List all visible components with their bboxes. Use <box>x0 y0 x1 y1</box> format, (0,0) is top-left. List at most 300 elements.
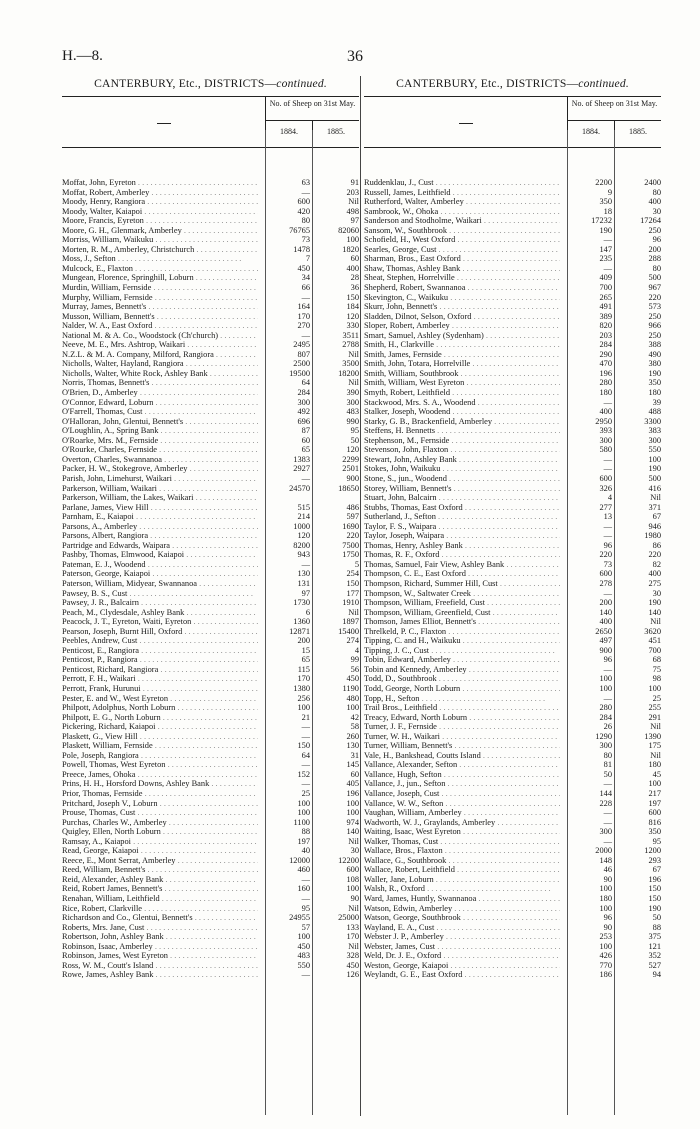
sheep-1885: 180 <box>648 760 661 770</box>
owner-name: Thomson, James Elliot, Bennett's . . . <box>364 617 560 627</box>
sheep-1885: 67 <box>652 512 661 522</box>
year-1884-header: 1884. <box>266 121 313 147</box>
sheep-1884: 12000 <box>289 855 310 865</box>
sheep-1884: 278 <box>599 578 612 588</box>
sheep-1884: — <box>603 454 612 464</box>
owner-name: O'Loughlin, A., Spring Bank . . . <box>62 426 258 436</box>
owner-name: Stevenson, John, Flaxton . . . <box>364 445 560 455</box>
sheep-1884: 90 <box>603 874 612 884</box>
table-row <box>62 331 359 341</box>
owner-name: Moffat, John, Eyreton . . . <box>62 178 258 188</box>
sheep-1885: Nil <box>348 836 359 846</box>
sheep-1885: Nil <box>348 378 359 388</box>
column-rule <box>265 130 266 1115</box>
sheep-1884: 400 <box>599 407 612 417</box>
table-row <box>62 856 359 866</box>
sheep-1884: 450 <box>297 941 310 951</box>
sheep-1885: 150 <box>346 292 359 302</box>
owner-name: Pole, Joseph, Rangiora . . . <box>62 751 258 761</box>
owner-name: Morriss, William, Waikuku . . . <box>62 235 258 245</box>
owner-name: O'Brien, D., Amberley . . . <box>62 388 258 398</box>
sheep-1884: 26 <box>603 722 612 732</box>
sheep-1885: 2299 <box>342 454 359 464</box>
sheep-1884: 147 <box>599 244 612 254</box>
table-row <box>364 426 661 436</box>
sheep-1884: 253 <box>599 932 612 942</box>
sheep-1885: 91 <box>350 178 359 187</box>
sheep-1884: — <box>603 588 612 598</box>
owner-name: Paterson, William, Midyear, Swannanoa . . . <box>62 579 258 589</box>
owner-name: Reid, Alexander, Ashley Bank . . . <box>62 875 258 885</box>
sheep-1885: 1690 <box>342 521 359 531</box>
sheep-1884: 60 <box>301 435 310 445</box>
owner-name: Stubbs, Thomas, East Oxford . . . <box>364 503 560 513</box>
document-reference: H.—8. <box>62 48 103 64</box>
owner-name: Taylor, F. S., Waipara . . . <box>364 522 560 532</box>
sheep-1884: — <box>301 473 310 483</box>
sheep-1885: 36 <box>350 283 359 293</box>
table-row <box>364 207 661 217</box>
owner-name: Sladden, Dilnot, Selson, Oxford . . . <box>364 312 560 322</box>
table-row <box>62 665 359 675</box>
sheep-1885: 18650 <box>338 483 359 493</box>
sheep-1885: 488 <box>648 407 661 417</box>
table-row <box>62 627 359 637</box>
table-row <box>62 770 359 780</box>
sheep-1884: 1360 <box>293 617 310 627</box>
sheep-1884: 300 <box>599 741 612 751</box>
owner-name: Smith, H., Clarkville . . . <box>364 340 560 350</box>
sheep-1885: 300 <box>648 435 661 445</box>
table-row <box>364 436 661 446</box>
sheep-1885: 990 <box>346 416 359 426</box>
owner-name: Overton, Charles, Swannanoa . . . <box>62 455 258 465</box>
sheep-1885: 100 <box>346 808 359 818</box>
sheep-1885: 3300 <box>644 416 661 426</box>
owner-name: Tipping, J. C., Cust . . . <box>364 646 560 656</box>
sheep-1884: 280 <box>599 378 612 388</box>
table-row <box>364 789 661 799</box>
sheep-1885: 100 <box>346 235 359 245</box>
sheep-1885: 2400 <box>644 178 661 187</box>
sheep-1884: 50 <box>603 769 612 779</box>
table-row <box>364 264 661 274</box>
sheep-1884: 100 <box>297 798 310 808</box>
sheep-1885: 291 <box>648 712 661 722</box>
owner-name: Pawsey, B. S., Cust . . . <box>62 589 258 599</box>
owner-name: Trail Bros., Leithfield . . . <box>364 703 560 713</box>
table-row <box>62 674 359 684</box>
owner-name: Purchas, Charles W., Amberley . . . <box>62 818 258 828</box>
page-header <box>62 48 648 68</box>
owner-name: Partridge and Edwards, Waipara . . . <box>62 541 258 551</box>
sheep-1885: 220 <box>648 292 661 302</box>
sheep-1884: 696 <box>297 416 310 426</box>
table-title: CANTERBURY, Etc., DISTRICTS—continued. <box>396 77 629 90</box>
owner-name: Wallace, Bros., Flaxton . . . <box>364 846 560 856</box>
sheep-1885: 15400 <box>338 626 359 636</box>
owner-name: Ramsay, A., Kaiapoi . . . <box>62 837 258 847</box>
sheep-1885: 4 <box>354 645 359 655</box>
owner-name: Morten, R. M., Amberley, Christchurch . . . <box>62 245 258 255</box>
owner-name: Pateman, E. J., Woodend . . . <box>62 560 258 570</box>
sheep-1885: Nil <box>650 750 661 760</box>
sheep-1885: 550 <box>648 445 661 455</box>
owner-name: Ross, W. M., Coutt's Island . . . <box>62 961 258 971</box>
sheep-1884: 186 <box>599 970 612 980</box>
sheep-1884: 228 <box>599 798 612 808</box>
owner-name: Pawsey, J. R., Balcairn . . . <box>62 598 258 608</box>
sheep-1884: 170 <box>297 311 310 321</box>
table-row <box>62 178 359 188</box>
sheep-1885: 100 <box>346 884 359 894</box>
sheep-1884: 180 <box>599 388 612 398</box>
sheep-1884: — <box>603 808 612 818</box>
sheep-1885: 100 <box>346 798 359 808</box>
sheep-1884: 96 <box>603 540 612 550</box>
sheep-1885: 260 <box>346 731 359 741</box>
sheep-1884: 200 <box>599 598 612 608</box>
sheep-1885: 371 <box>648 502 661 512</box>
sheep-1884: 131 <box>297 578 310 588</box>
sheep-1885: 150 <box>648 894 661 904</box>
sheep-1884: 24570 <box>289 483 310 493</box>
sheep-1885: 95 <box>652 836 661 846</box>
table-row <box>62 961 359 971</box>
column-rule <box>614 130 615 1115</box>
sheep-1884: 7 <box>305 254 310 264</box>
sheep-1884: 1383 <box>293 454 310 464</box>
sheep-1885: 390 <box>346 388 359 398</box>
table-row <box>62 932 359 942</box>
owner-name: Steffens, H. Bennetts . . . <box>364 426 560 436</box>
owner-name: Plaskett, G., View Hill . . . <box>62 732 258 742</box>
sheep-1885: 45 <box>652 769 661 779</box>
sheep-1885: 1910 <box>342 598 359 608</box>
sheep-1884: — <box>301 731 310 741</box>
table-row <box>62 884 359 894</box>
table-row <box>62 827 359 837</box>
sheep-1884: 73 <box>301 235 310 245</box>
sheep-1884: 284 <box>297 388 310 398</box>
sheep-1885: 30 <box>652 206 661 216</box>
owner-name: Skevington, C., Waikuku . . . <box>364 293 560 303</box>
sheep-1885: 3500 <box>342 359 359 369</box>
owner-name: Preece, James, Ohoka . . . <box>62 770 258 780</box>
sheep-1885: 350 <box>648 378 661 388</box>
owner-name: Renahan, William, Leithfield . . . <box>62 894 258 904</box>
owner-name: Robertson, John, Ashley Bank . . . <box>62 932 258 942</box>
table-row <box>364 741 661 751</box>
table-row <box>62 617 359 627</box>
sheep-1884: 21 <box>301 712 310 722</box>
owner-name: Sheat, Stephen, Horrelville . . . <box>364 273 560 283</box>
owner-name: Searles, George, Cust . . . <box>364 245 560 255</box>
sheep-1884: — <box>603 817 612 827</box>
sheep-1885: 967 <box>648 283 661 293</box>
sheep-1885: 121 <box>648 941 661 951</box>
sheep-1884: 100 <box>599 884 612 894</box>
owner-name: Moffat, Robert, Amberley . . . <box>62 188 258 198</box>
table-row <box>364 321 661 331</box>
sheep-1885: 196 <box>346 789 359 798</box>
sheep-1885: 328 <box>346 951 359 961</box>
sheep-1884: 1100 <box>293 817 310 827</box>
sheep-caption: No. of Sheep on 31st May. <box>568 97 661 121</box>
table-row <box>62 875 359 885</box>
owner-name: O'Farrell, Thomas, Cust . . . <box>62 407 258 417</box>
sheep-1884: 160 <box>297 884 310 894</box>
sheep-1884: 73 <box>603 559 612 569</box>
sheep-1884: 350 <box>599 197 612 207</box>
owner-name: N.Z.L. & M. A. Company, Milford, Rangiora . . . <box>62 350 258 360</box>
table-row <box>62 254 359 264</box>
sheep-1885: 600 <box>346 865 359 875</box>
sheep-1884: 81 <box>603 760 612 770</box>
table-row <box>62 455 359 465</box>
sheep-1884: 152 <box>297 769 310 779</box>
sheep-1884: 63 <box>301 178 310 187</box>
table-row <box>62 951 359 961</box>
table-row <box>364 703 661 713</box>
sheep-1885: 75 <box>652 664 661 674</box>
table-row <box>62 531 359 541</box>
sheep-1884: 2950 <box>595 416 612 426</box>
owner-name: Wallace, Robert, Leithfield . . . <box>364 865 560 875</box>
sheep-1885: 50 <box>652 913 661 923</box>
sheep-1885: 900 <box>346 473 359 483</box>
owner-name: Stokes, John, Waikuku . . . <box>364 464 560 474</box>
table-row <box>364 541 661 551</box>
table-row <box>62 388 359 398</box>
sheep-1884: 1380 <box>293 683 310 693</box>
sheep-1885: 966 <box>648 321 661 331</box>
sheep-1884: — <box>301 894 310 904</box>
table-row <box>62 216 359 226</box>
sheep-1884: 284 <box>599 712 612 722</box>
owner-name: Moore, Francis, Eyreton . . . <box>62 216 258 226</box>
sheep-1885: 80 <box>652 263 661 273</box>
sheep-1885: 254 <box>346 569 359 579</box>
sheep-1884: 492 <box>297 407 310 417</box>
table-row <box>62 312 359 322</box>
sheep-1884: 214 <box>297 512 310 522</box>
sheep-1884: 100 <box>297 703 310 713</box>
sheep-1885: 95 <box>350 426 359 436</box>
owner-name: Richardson and Co., Glentui, Bennett's . . . <box>62 913 258 923</box>
sheep-1885: 175 <box>648 741 661 751</box>
sheep-1885: 5 <box>354 559 359 569</box>
sheep-1884: 96 <box>603 655 612 665</box>
sheep-1885: 375 <box>648 932 661 942</box>
sheep-1884: 277 <box>599 502 612 512</box>
table-row <box>364 865 661 875</box>
sheep-1884: 87 <box>301 426 310 436</box>
sheep-1884: 300 <box>599 435 612 445</box>
table-row <box>364 875 661 885</box>
sheep-1884: 144 <box>599 789 612 798</box>
owner-name: Nicholls, Walter, White Rock, Ashley Bank . . . <box>62 369 258 379</box>
sheep-1885: 50 <box>350 435 359 445</box>
owner-name: Murphy, William, Fernside . . . <box>62 293 258 303</box>
sheep-1885: 82 <box>652 559 661 569</box>
sheep-1884: 770 <box>599 960 612 970</box>
table-row <box>364 388 661 398</box>
sheep-1884: 1478 <box>293 244 310 254</box>
sheep-1885: 130 <box>346 741 359 751</box>
sheep-1884: 600 <box>297 197 310 207</box>
table-row <box>364 302 661 312</box>
owner-name: Stalker, Joseph, Woodend . . . <box>364 407 560 417</box>
sheep-1885: 180 <box>648 388 661 398</box>
sheep-1884: — <box>301 559 310 569</box>
sheep-1885: 450 <box>346 960 359 970</box>
sheep-1885: 100 <box>346 703 359 713</box>
owner-name: Nicholls, Walter, Hayland, Rangiora . . . <box>62 359 258 369</box>
sheep-1884: — <box>301 187 310 197</box>
table-row <box>62 245 359 255</box>
sheep-1884: 426 <box>599 951 612 961</box>
sheep-1885: 2501 <box>342 464 359 474</box>
sheep-1884: — <box>603 664 612 674</box>
table-row <box>364 684 661 694</box>
table-row <box>364 961 661 971</box>
table-row <box>62 694 359 704</box>
sheep-1884: 2927 <box>293 464 310 474</box>
owner-name: Parlane, James, View Hill . . . <box>62 503 258 513</box>
sheep-1885: Nil <box>348 903 359 913</box>
owner-name: Smith, John, Totara, Horrelville . . . <box>364 359 560 369</box>
table-row <box>364 856 661 866</box>
sheep-1884: 284 <box>599 340 612 350</box>
sheep-1885: 120 <box>346 311 359 321</box>
table-row <box>62 865 359 875</box>
name-column-header <box>62 97 266 147</box>
sheep-1885: 196 <box>648 874 661 884</box>
table-row <box>62 560 359 570</box>
owner-name: Philpott, E. G., North Loburn . . . <box>62 713 258 723</box>
sheep-1884: — <box>301 760 310 770</box>
owner-name: Weld, Dr. J. E., Oxford . . . <box>364 951 560 961</box>
table-row <box>364 398 661 408</box>
table-row <box>364 178 661 188</box>
sheep-1884: — <box>603 235 612 245</box>
owner-name: Treacy, Edward, North Loburn . . . <box>364 713 560 723</box>
sheep-1884: 34 <box>301 273 310 283</box>
sheep-1885: 527 <box>648 960 661 970</box>
sheep-1885: 190 <box>648 598 661 608</box>
sheep-1884: 25 <box>301 789 310 798</box>
sheep-1885: Nil <box>348 349 359 359</box>
table-row <box>62 321 359 331</box>
table-row <box>364 665 661 675</box>
owner-name: Weylandt, G. E., East Oxford . . . <box>364 970 560 980</box>
table-row <box>364 770 661 780</box>
sheep-1885: 250 <box>648 330 661 340</box>
owner-name: Perrott, F. H., Waikari . . . <box>62 674 258 684</box>
table-row <box>62 913 359 923</box>
sheep-1885: 31 <box>350 750 359 760</box>
sheep-1885: 25000 <box>338 913 359 923</box>
owner-name: Pickering, Richard, Kaiapoi . . . <box>62 722 258 732</box>
sheep-1884: 80 <box>301 216 310 226</box>
sheep-1885: 498 <box>346 206 359 216</box>
table-row <box>364 350 661 360</box>
table-row <box>62 636 359 646</box>
owner-name: Reid, Robert James, Bennett's . . . <box>62 884 258 894</box>
sheep-1884: 100 <box>599 941 612 951</box>
sheep-1884: — <box>603 693 612 703</box>
owner-name: Webster J. P., Amberley . . . <box>364 932 560 942</box>
sheep-1884: — <box>301 970 310 980</box>
table-row <box>62 407 359 417</box>
owner-name: Schofield, H., West Oxford . . . <box>364 235 560 245</box>
table-row <box>62 579 359 589</box>
table-body <box>364 178 661 980</box>
table-row <box>62 293 359 303</box>
table-row <box>364 340 661 350</box>
sheep-1884: 515 <box>297 502 310 512</box>
owner-name: Penticost, Richard, Rangiora . . . <box>62 665 258 675</box>
sheep-1884: 12871 <box>289 626 310 636</box>
sheep-1885: 80 <box>652 187 661 197</box>
owner-name: Smith, William, West Eyreton . . . <box>364 378 560 388</box>
owner-name: Russell, James, Leithfield . . . <box>364 188 560 198</box>
sheep-1884: 820 <box>599 321 612 331</box>
table-row <box>364 493 661 503</box>
table-row <box>62 350 359 360</box>
sheep-1885: 3511 <box>342 330 359 340</box>
owner-name: Todd, D., Southbrook . . . <box>364 674 560 684</box>
sheep-1884: 140 <box>599 607 612 617</box>
sheep-1885: 17264 <box>640 216 661 226</box>
sheep-1885: 220 <box>648 550 661 560</box>
owner-name: Parsons, Albert, Rangiora . . . <box>62 531 258 541</box>
sheep-1884: 100 <box>599 683 612 693</box>
owner-name: Skurr, John, Bennett's . . . <box>364 302 560 312</box>
table-row <box>62 846 359 856</box>
table-row <box>62 608 359 618</box>
owner-name: O'Connor, Edward, Loburn . . . <box>62 398 258 408</box>
sheep-1884: — <box>603 836 612 846</box>
sheep-1884: 18 <box>603 206 612 216</box>
sheep-1884: 4 <box>607 493 612 503</box>
table-row <box>62 226 359 236</box>
table-row <box>62 302 359 312</box>
table-row <box>364 245 661 255</box>
owner-name: Waiting, Isaac, West Eyreton . . . <box>364 827 560 837</box>
column-rule <box>312 130 313 1115</box>
sheep-1884: 1730 <box>293 598 310 608</box>
sheep-1885: 86 <box>652 540 661 550</box>
sheep-1884: 326 <box>599 483 612 493</box>
sheep-1884: 290 <box>599 349 612 359</box>
column-divider <box>360 76 361 1116</box>
sheep-1885: 600 <box>648 808 661 818</box>
sheep-1885: 1200 <box>644 846 661 856</box>
owner-name: Prior, Thomas, Fernside . . . <box>62 789 258 799</box>
sheep-1884: 300 <box>599 827 612 837</box>
owner-name: Moody, Henry, Rangiora . . . <box>62 197 258 207</box>
sheep-1885: 974 <box>346 817 359 827</box>
owner-name: Perrott, Frank, Hurunui . . . <box>62 684 258 694</box>
sheep-1885: 100 <box>648 779 661 789</box>
sheep-1884: 148 <box>599 855 612 865</box>
table-row <box>364 512 661 522</box>
sheep-1884: 2650 <box>595 626 612 636</box>
sheep-1884: 19500 <box>289 368 310 378</box>
owner-name: Vaughan, William, Amberley . . . <box>364 808 560 818</box>
